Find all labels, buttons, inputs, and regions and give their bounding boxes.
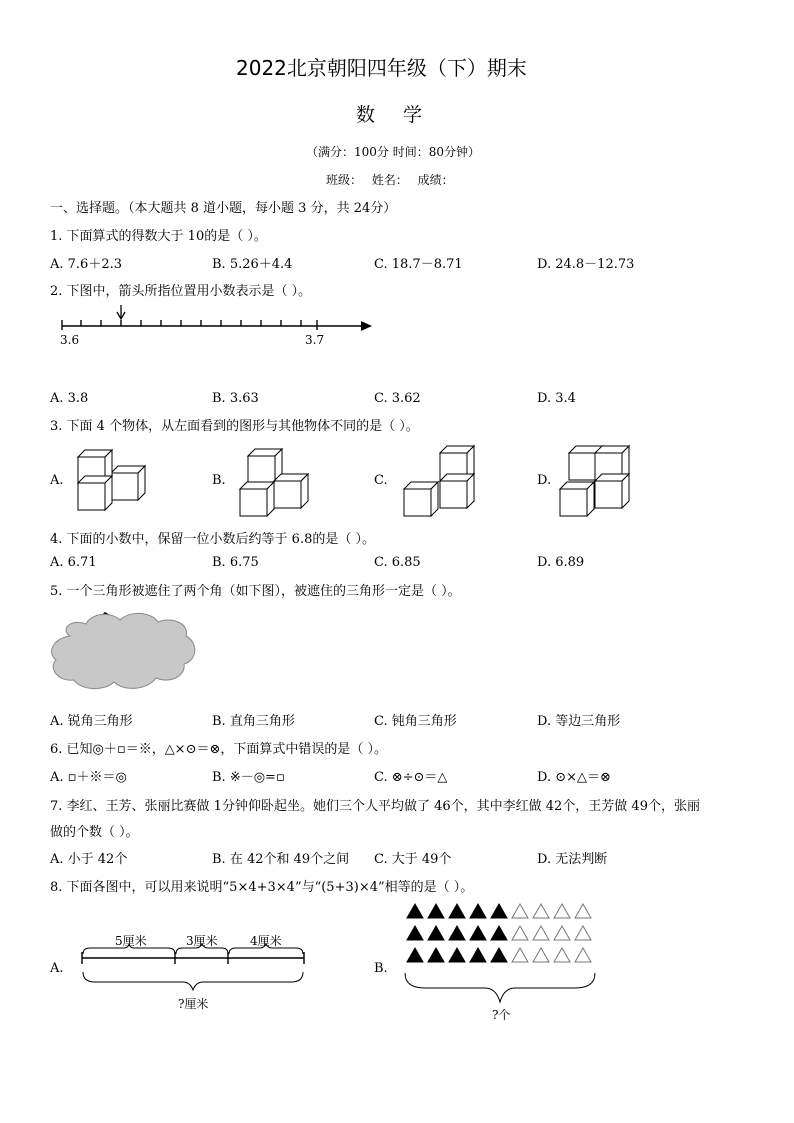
outlined-triangle xyxy=(575,948,591,962)
q7-option-d: D. 无法判断 xyxy=(537,852,608,867)
outlined-triangle xyxy=(575,926,591,940)
filled-triangle xyxy=(407,926,423,940)
question-8-stem: 8. 下面各图中，可以用来说明“5×4+3×4”与“(5+3)×4”相等的是（ ）。 xyxy=(50,880,474,895)
q1-option-d: D. 24.8－12.73 xyxy=(537,257,635,272)
q7-option-b: B. 在 42个和 49个之间 xyxy=(212,852,350,867)
q3-label-d: D. xyxy=(537,473,552,488)
question-7-stem-continued: 做的个数（ ）。 xyxy=(50,825,139,840)
outlined-triangle xyxy=(512,948,528,962)
q4-option-d: D. 6.89 xyxy=(537,555,585,570)
filled-triangle xyxy=(428,948,444,962)
q2-option-d: D. 3.4 xyxy=(537,391,576,406)
q2-option-a: A. 3.8 xyxy=(50,391,89,406)
filled-triangle xyxy=(470,926,486,940)
total-label-cm: ?厘米 xyxy=(178,997,209,1011)
section-heading: 一、选择题。（本大题共 8 道小题，每小题 3 分，共 24分） xyxy=(50,201,397,216)
filled-triangle xyxy=(407,904,423,918)
q8-label-a: A. xyxy=(50,961,64,976)
q4-option-c: C. 6.85 xyxy=(374,555,421,570)
q1-option-c: C. 18.7－8.71 xyxy=(374,257,463,272)
question-6-stem: 6. 已知◎＋▫＝※，△×⊙＝⊗，下面算式中错误的是（ ）。 xyxy=(50,742,387,757)
q7-option-c: C. 大于 49个 xyxy=(374,852,452,867)
number-line-label-start: 3.6 xyxy=(60,333,80,347)
outlined-triangle xyxy=(512,926,528,940)
q5-option-d: D. 等边三角形 xyxy=(537,714,621,729)
outlined-triangle xyxy=(533,948,549,962)
question-7-stem: 7. 李红、王芳、张丽比赛做 1分钟仰卧起坐。她们三个人平均做了 46个，其中李红做 42个，王芳做 49个，张丽 xyxy=(50,799,700,814)
q5-option-c: C. 钝角三角形 xyxy=(374,714,457,729)
filled-triangle xyxy=(491,948,507,962)
filled-triangle xyxy=(470,948,486,962)
student-info-line: 班级： 姓名： 成绩： xyxy=(326,173,454,187)
q4-option-b: B. 6.75 xyxy=(212,555,259,570)
filled-triangle xyxy=(449,948,465,962)
outlined-triangle xyxy=(554,926,570,940)
q3-label-b: B. xyxy=(212,473,226,488)
question-2-stem: 2. 下图中，箭头所指位置用小数表示是（ ）。 xyxy=(50,284,312,299)
q5-option-a: A. 锐角三角形 xyxy=(50,714,133,729)
q5-option-b: B. 直角三角形 xyxy=(212,714,295,729)
question-1-stem: 1. 下面算式的得数大于 10的是（ ）。 xyxy=(50,229,267,244)
total-label-count: ?个 xyxy=(492,1008,511,1022)
segment-label-4cm: 4厘米 xyxy=(250,934,282,948)
q1-option-b: B. 5.26＋4.4 xyxy=(212,257,293,272)
filled-triangle xyxy=(491,904,507,918)
q7-option-a: A. 小于 42个 xyxy=(50,852,128,867)
question-3-stem: 3. 下面 4 个物体，从左面看到的图形与其他物体不同的是（ ）。 xyxy=(50,419,419,434)
exam-info: （满分：100分 时间：80分钟） xyxy=(306,145,480,159)
outlined-triangle xyxy=(575,904,591,918)
segment-label-5cm: 5厘米 xyxy=(115,934,147,948)
filled-triangle xyxy=(449,904,465,918)
outlined-triangle xyxy=(533,926,549,940)
filled-triangle xyxy=(407,948,423,962)
filled-triangle xyxy=(428,926,444,940)
outlined-triangle xyxy=(554,948,570,962)
q3-label-c: C. xyxy=(374,473,388,488)
outlined-triangle xyxy=(554,904,570,918)
filled-triangle xyxy=(491,926,507,940)
question-5-stem: 5. 一个三角形被遮住了两个角（如下图），被遮住的三角形一定是（ ）。 xyxy=(50,584,461,599)
q3-label-a: A. xyxy=(50,473,64,488)
filled-triangle xyxy=(449,926,465,940)
q6-option-b: B. ※－◎=▫ xyxy=(212,770,285,785)
q6-option-c: C. ⊗÷⊙＝△ xyxy=(374,770,448,785)
q8-label-b: B. xyxy=(374,961,388,976)
outlined-triangle xyxy=(512,904,528,918)
q4-option-a: A. 6.71 xyxy=(50,555,97,570)
q2-option-b: B. 3.63 xyxy=(212,391,259,406)
subject-title: 数学 xyxy=(356,104,451,126)
filled-triangle xyxy=(428,904,444,918)
question-4-stem: 4. 下面的小数中，保留一位小数后约等于 6.8的是（ ）。 xyxy=(50,532,375,547)
segment-label-3cm: 3厘米 xyxy=(186,934,218,948)
q1-option-a: A. 7.6＋2.3 xyxy=(50,257,123,272)
outlined-triangle xyxy=(533,904,549,918)
q6-option-a: A. ▫＋※＝◎ xyxy=(50,770,127,785)
filled-triangle xyxy=(470,904,486,918)
page-title: 2022北京朝阳四年级（下）期末 xyxy=(236,56,527,80)
number-line-label-end: 3.7 xyxy=(305,333,325,347)
q6-option-d: D. ⊙×△＝⊗ xyxy=(537,770,611,785)
q2-option-c: C. 3.62 xyxy=(374,391,421,406)
